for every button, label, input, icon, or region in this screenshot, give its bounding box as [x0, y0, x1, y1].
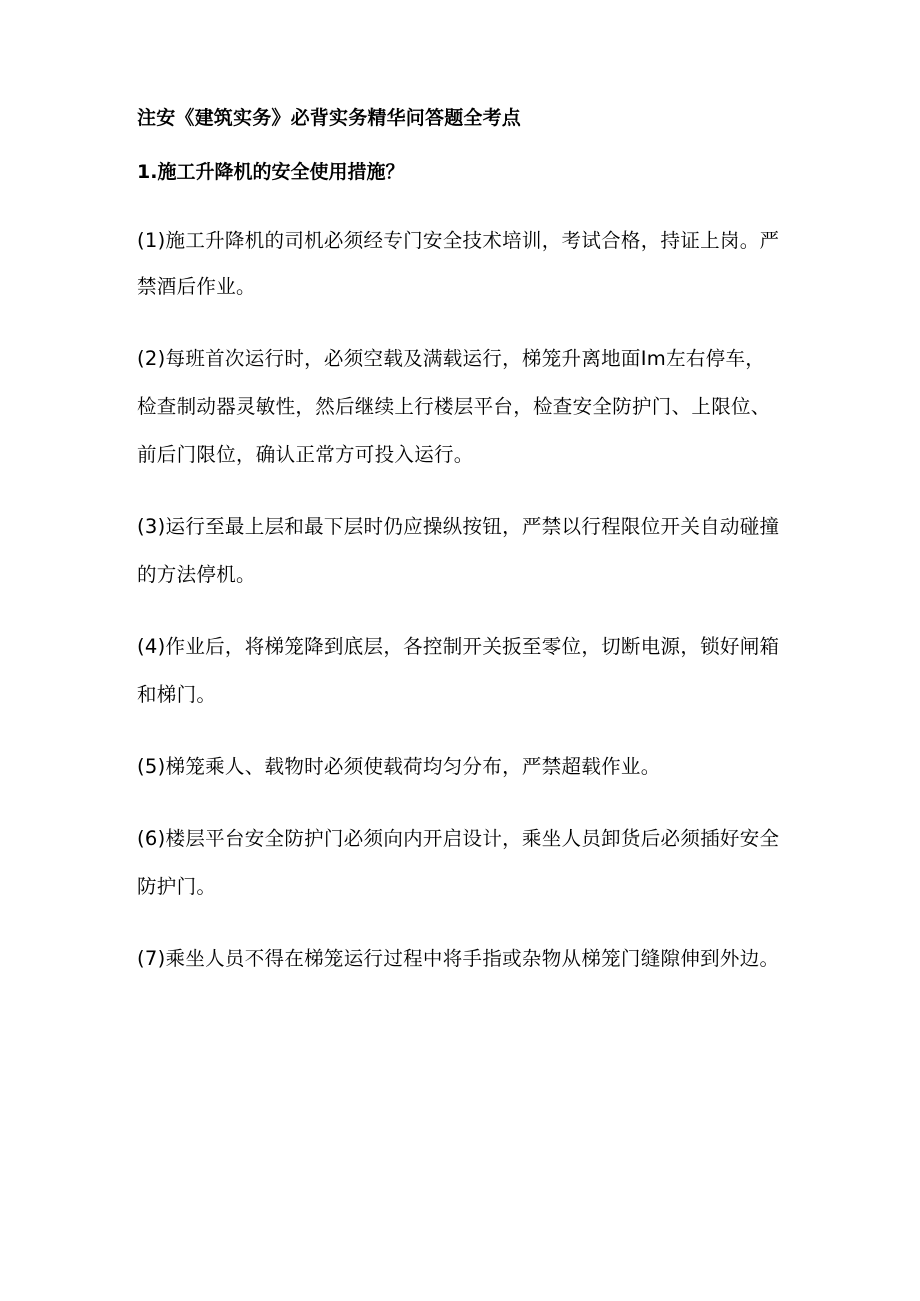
- text-line: 检查制动器灵敏性，然后继续上行楼层平台，检查安全防护门、上限位、: [137, 395, 771, 418]
- text-line: (1)施工升降机的司机必须经专门安全技术培训，考试合格，持证上岗。严: [137, 229, 780, 252]
- text-line: (5)梯笼乘人、载物时必须使载荷均匀分布，严禁超载作业。: [137, 755, 661, 778]
- document-title: 注安《建筑实务》必背实务精华问答题全考点: [137, 107, 522, 129]
- question-heading: 1.施工升降机的安全使用措施？: [137, 161, 405, 183]
- text-line: (7)乘坐人员不得在梯笼运行过程中将手指或杂物从梯笼门缝隙伸到外边。: [137, 947, 780, 970]
- text-line: (2)每班首次运行时，必须空载及满载运行，梯笼升离地面Im左右停车，: [137, 347, 766, 370]
- text-line: 禁酒后作业。: [137, 275, 256, 298]
- text-line: (6)楼层平台安全防护门必须向内开启设计，乘坐人员卸货后必须插好安全: [137, 827, 780, 850]
- text-line: 和梯门。: [137, 683, 217, 706]
- text-line: (3)运行至最上层和最下层时仍应操纵按钮，严禁以行程限位开关自动碰撞: [137, 515, 780, 538]
- text-line: 的方法停机。: [137, 563, 256, 586]
- text-line: 前后门限位，确认正常方可投入运行。: [137, 443, 474, 466]
- text-line: 防护门。: [137, 875, 217, 898]
- text-line: (4)作业后，将梯笼降到底层，各控制开关扳至零位，切断电源，锁好闸箱: [137, 635, 780, 658]
